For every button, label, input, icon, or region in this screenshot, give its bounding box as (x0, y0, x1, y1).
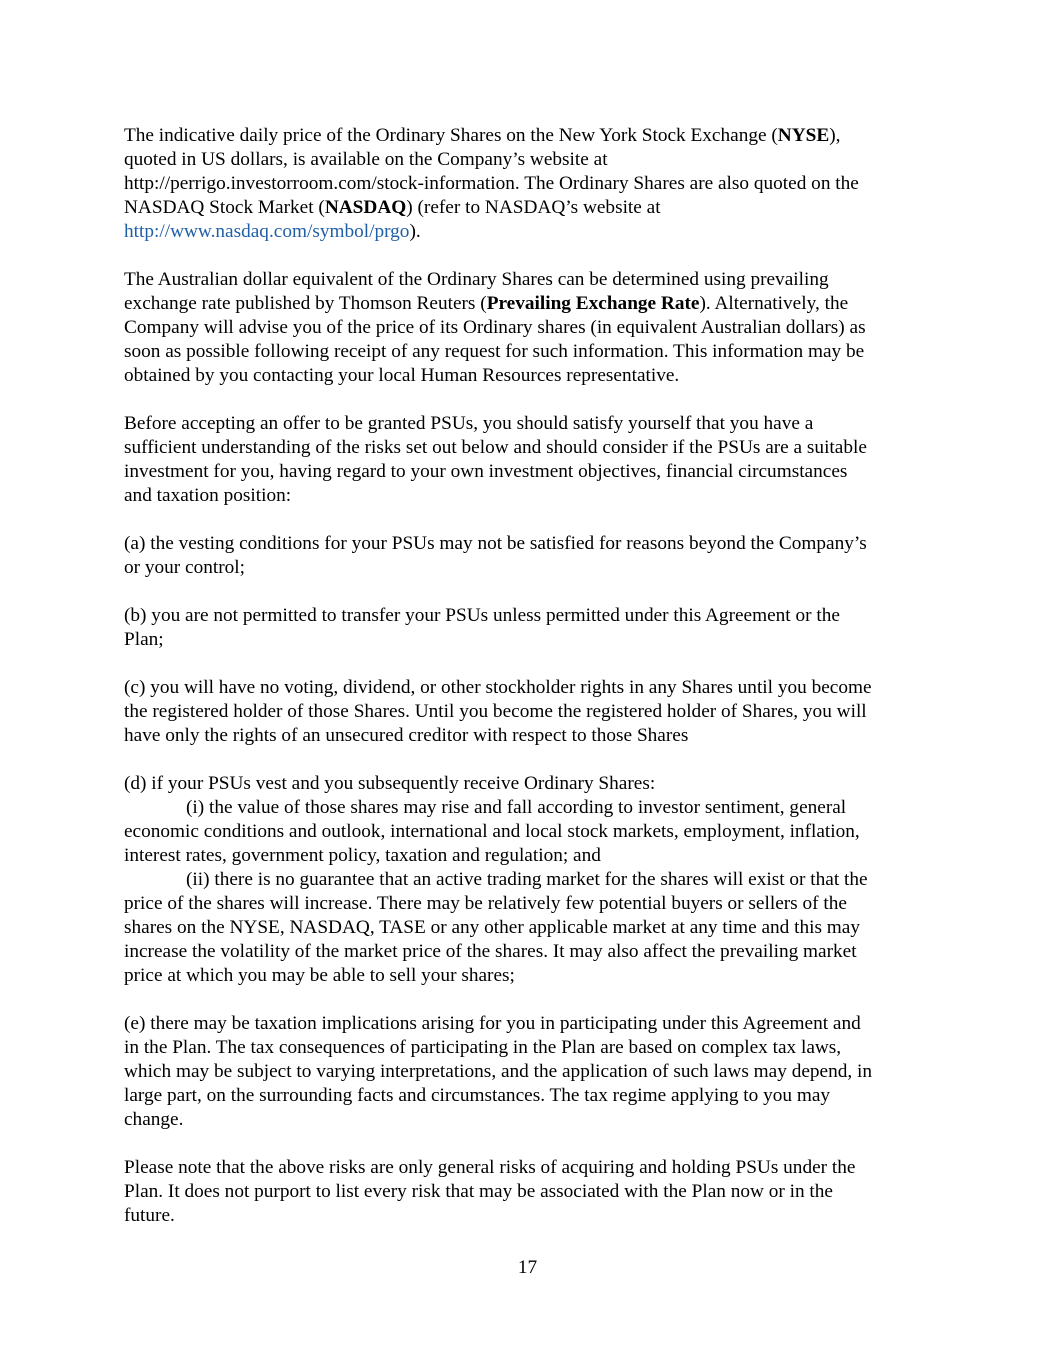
risk-item-e (124, 1012, 930, 1132)
text-line: (d) if your PSUs vest and you subsequently receive Ordinary Shares: (124, 773, 656, 794)
text-line: The indicative daily price of the Ordinary Shares on the New York Stock Exchange (NYSE), (124, 125, 841, 146)
nyse-term: NYSE (777, 125, 830, 146)
risk-item-c (124, 676, 930, 748)
text-line: and taxation position: (124, 485, 292, 506)
text-line: or your control; (124, 557, 246, 578)
text-line: http://www.nasdaq.com/symbol/prgo). (124, 221, 421, 242)
page-number: 17 (517, 1257, 538, 1278)
risk-item-a (124, 532, 930, 580)
nasdaq-term: NASDAQ (324, 197, 407, 218)
text-line: in the Plan. The tax consequences of participating in the Plan are based on complex tax laws, (124, 1037, 842, 1058)
text-line: (b) you are not permitted to transfer your PSUs unless permitted under this Agreement or the (124, 605, 840, 626)
text-line: the registered holder of those Shares. Until you become the registered holder of Shares, you will (124, 701, 867, 722)
text-line: Plan. It does not purport to list every risk that may be associated with the Plan now or in the (124, 1181, 833, 1202)
text-line: investment for you, having regard to your own investment objectives, financial circumstances (124, 461, 848, 482)
text-line: quoted in US dollars, is available on the Company’s website at (124, 149, 608, 170)
risk-item-b (124, 604, 930, 652)
text-line: economic conditions and outlook, international and local stock markets, employment, inflation, (124, 821, 860, 842)
sub-item-ii: (ii) there is no guarantee that an active trading market for the shares will exist or that the (186, 869, 868, 890)
text-line: NASDAQ Stock Market (NASDAQ) (refer to NASDAQ’s website at (124, 197, 661, 218)
text-line: (c) you will have no voting, dividend, or other stockholder rights in any Shares until you become (124, 677, 872, 698)
text-line: increase the volatility of the market price of the shares. It may also affect the prevailing market (124, 941, 857, 962)
text-line: http://perrigo.investorroom.com/stock-information. The Ordinary Shares are also quoted on the (124, 173, 859, 194)
text-line: large part, on the surrounding facts and circumstances. The tax regime applying to you may (124, 1085, 831, 1106)
paragraph-risks-intro (124, 412, 930, 508)
text-line: (a) the vesting conditions for your PSUs may not be satisfied for reasons beyond the Company’s (124, 533, 867, 554)
text-line: Plan; (124, 629, 164, 650)
text-line: have only the rights of an unsecured creditor with respect to those Shares (124, 725, 689, 746)
prevailing-exchange-rate-term: Prevailing Exchange Rate (486, 293, 700, 314)
text-line: shares on the NYSE, NASDAQ, TASE or any other applicable market at any time and this may (124, 917, 860, 938)
text-line: (e) there may be taxation implications arising for you in participating under this Agreement and (124, 1013, 861, 1034)
text-line: price at which you may be able to sell your shares; (124, 965, 515, 986)
text-line: exchange rate published by Thomson Reuters (Prevailing Exchange Rate). Alternatively, the (124, 293, 849, 314)
paragraph-exchange-rate (124, 268, 930, 388)
text-line: obtained by you contacting your local Human Resources representative. (124, 365, 680, 386)
paragraph-share-price (124, 124, 930, 244)
text-line: The Australian dollar equivalent of the Ordinary Shares can be determined using prevailing (124, 269, 829, 290)
text-line: future. (124, 1205, 175, 1226)
risk-item-d (124, 772, 930, 988)
paragraph-risk-note (124, 1156, 930, 1228)
document-body (124, 124, 930, 1252)
text-line: soon as possible following receipt of any request for such information. This information may be (124, 341, 865, 362)
text-line: price of the shares will increase. There may be relatively few potential buyers or sellers of the (124, 893, 847, 914)
text-line: Please note that the above risks are only general risks of acquiring and holding PSUs under the (124, 1157, 856, 1178)
sub-item-i: (i) the value of those shares may rise and fall according to investor sentiment, general (186, 797, 847, 818)
text-line: Company will advise you of the price of its Ordinary shares (in equivalent Australian dollars) as (124, 317, 866, 338)
text-line: Before accepting an offer to be granted PSUs, you should satisfy yourself that you have a (124, 413, 814, 434)
nasdaq-link[interactable]: http://www.nasdaq.com/symbol/prgo (124, 221, 410, 242)
text-line: change. (124, 1109, 184, 1130)
text-line: sufficient understanding of the risks set out below and should consider if the PSUs are a suitable (124, 437, 867, 458)
text-line: interest rates, government policy, taxation and regulation; and (124, 845, 601, 866)
text-line: which may be subject to varying interpretations, and the application of such laws may depend, in (124, 1061, 873, 1082)
